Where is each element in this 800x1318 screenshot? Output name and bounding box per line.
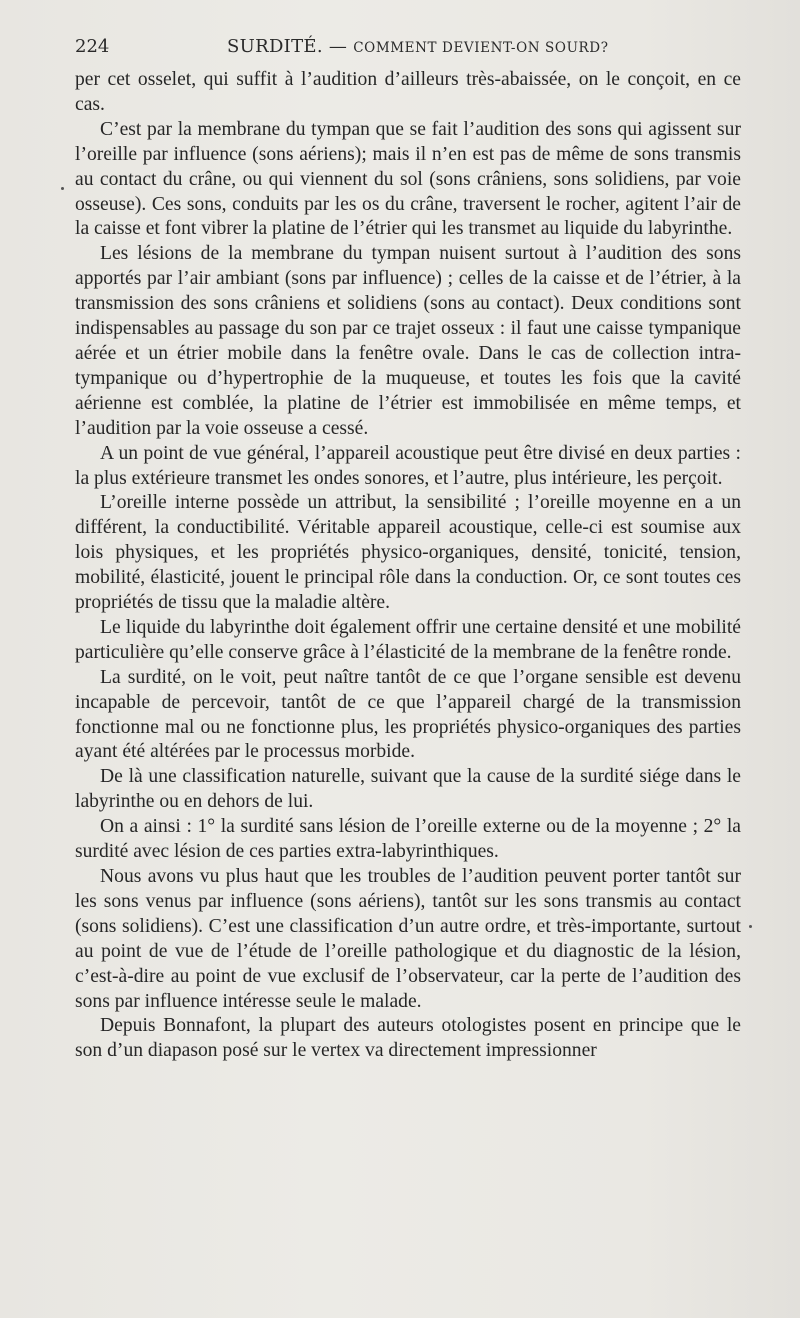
paragraph: La surdité, on le voit, peut naître tantôt de ce que l’organe sensible est devenu incapable de percevoir, tantôt de ce que l’appareil chargé de la transmission fonctionne mal ou ne fonctionne plus, les propriétés physico-organiques des parties ayant été altérées par le processus morbide. (75, 666, 741, 763)
body-text (75, 68, 741, 1064)
paragraph: Le liquide du labyrinthe doit également offrir une certaine densité et une mobilité particulière qu’elle conserve grâce à l’élasticité de la membrane de la fenêtre ronde. (75, 616, 741, 663)
paragraph: C’est par la membrane du tympan que se fait l’audition des sons qui agissent sur l’oreille par influence (sons aériens); mais il n’en est pas de même de sons transmis au contact du crâne, ou qui viennent du sol (sons crâniens, sons solidiens, par voie osseuse). Ces sons, conduits par les os du crâne, traversent le rocher, agitent l’air de la caisse et font vibrer la platine de l’étrier qui les transmet au liquide du labyrinthe. (75, 118, 741, 240)
paragraph: De là une classification naturelle, suivant que la cause de la surdité siége dans le labyrinthe ou en dehors de lui. (75, 766, 741, 813)
paragraph: L’oreille interne possède un attribut, la sensibilité ; l’oreille moyenne en a un différent, la conductibilité. Véritable appareil acoustique, celle-ci est soumise aux lois physiques, et les propriétés physico-organiques, densité, tonicité, tension, mobilité, élasticité, jouent le principal rôle dans la conduction. Or, ce sont toutes ces propriétés de tissu que la maladie altère. (75, 492, 741, 614)
running-title (227, 34, 609, 61)
paragraph: A un point de vue général, l’appareil acoustique peut être divisé en deux parties : la plus extérieure transmet les ondes sonores, et l’autre, plus intérieure, les perçoit. (75, 442, 741, 489)
paragraph-continuation: per cet osselet, qui suffit à l’audition d’ailleurs très-abaissée, on le conçoit, en ce cas. (75, 69, 741, 115)
running-header (75, 34, 740, 64)
chapter-title: SURDITÉ. (227, 36, 323, 57)
paragraph: Nous avons vu plus haut que les troubles de l’audition peuvent porter tantôt sur les sons venus par influence (sons aériens), tantôt sur les sons transmis au contact (sons solidiens). C’est une classification d’un autre ordre, et très-importante, surtout au point de vue de l’étude de l’oreille pathologique et du diagnostic de la lésion, c’est-à-dire au point de vue exclusif de l’observateur, car la perte de l’audition des sons par influence intéresse seule le malade. (75, 866, 741, 1012)
page-number: 224 (75, 36, 110, 57)
paragraph: Les lésions de la membrane du tympan nuisent surtout à l’audition des sons apportés par l’air ambiant (sons par influence) ; celles de la caisse et de l’étrier, à la transmission des sons crâniens et solidiens (sons au contact). Deux conditions sont indispensables au passage du son par ce trajet osseux : il faut une caisse tympanique aérée et un étrier mobile dans la fenêtre ovale. Dans le cas de collection intra-tympanique ou d’hypertrophie de la muqueuse, et toutes les fois que la cavité aérienne est comblée, la platine de l’étrier est immobilisée en même temps, et l’audition par la voie osseuse a cessé. (75, 243, 741, 439)
section-title: COMMENT DEVIENT-ON SOURD? (353, 40, 609, 56)
title-separator: — (322, 36, 354, 57)
scan-speck (749, 925, 752, 928)
paragraph-final: Depuis Bonnafont, la plupart des auteurs otologistes posent en principe que le son d’un diapason posé sur le vertex va directement impressionner (75, 1015, 741, 1062)
paragraph: On a ainsi : 1° la surdité sans lésion de l’oreille externe ou de la moyenne ; 2° la surdité avec lésion de ces parties extra-labyrinthiques. (75, 816, 741, 863)
scan-speck (61, 187, 64, 190)
